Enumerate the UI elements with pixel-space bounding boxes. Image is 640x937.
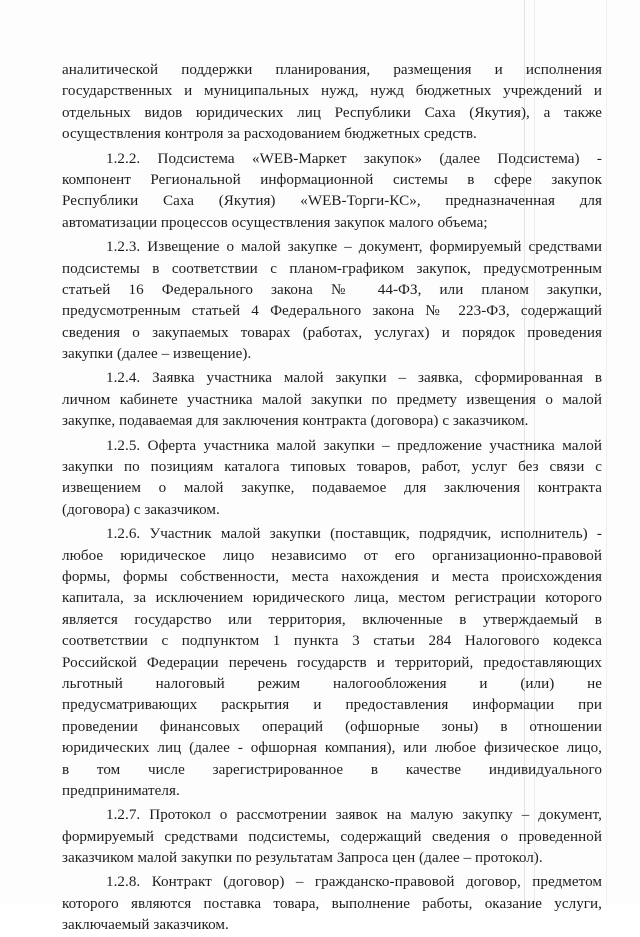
text-line: является государство или территория, включенные в утверждаемый в bbox=[62, 611, 602, 628]
text-line: проведении финансовых операций (офшорные зоны) в отношении bbox=[62, 718, 602, 735]
text-line: государственных и муниципальных нужд, нужд бюджетных учреждений и bbox=[62, 83, 602, 100]
paragraph-first-line: 1.2.4. Заявка участника малой закупки – заявка, сформированная в bbox=[106, 370, 602, 387]
text-line: статьей 16 Федерального закона № 44-ФЗ, или планом закупки, bbox=[62, 281, 602, 298]
text-line: аналитической поддержки планирования, размещения и исполнения bbox=[62, 62, 602, 78]
text-line: подсистемы в соответствии с планом-графиком закупок, предусмотренным bbox=[62, 260, 602, 277]
text-line: формы, формы собственности, места нахождения и места происхождения bbox=[62, 568, 602, 585]
paragraph-first-line: 1.2.6. Участник малой закупки (поставщик, подрядчик, исполнитель) - bbox=[106, 526, 602, 543]
text-line: сведения о закупаемых товарах (работах, услугах) и порядок проведения bbox=[62, 324, 602, 341]
text-line: льготный налоговый режим налогообложения и (или) не bbox=[62, 675, 602, 692]
text-line: любое юридическое лицо независимо от его организационно-правовой bbox=[62, 547, 602, 564]
text-line: капитала, за исключением юридического лица, местом регистрации которого bbox=[62, 590, 602, 607]
text-line: отдельных видов юридических лиц Республики Саха (Якутия), а также bbox=[62, 104, 602, 121]
text-line: предпринимателя. bbox=[62, 782, 180, 799]
text-line: автоматизации процессов осуществления закупок малого объема; bbox=[62, 214, 488, 231]
text-line: юридических лиц (далее - офшорная компания), или любое физическое лицо, bbox=[62, 740, 602, 757]
text-line: формируемый средствами подсистемы, содержащий сведения о проведенной bbox=[62, 828, 602, 845]
text-line: компонент Региональной информационной системы в сфере закупок bbox=[62, 171, 602, 188]
text-line: заключаемый заказчиком. bbox=[62, 917, 229, 934]
paragraph-first-line: 1.2.8. Контракт (договор) – гражданско-правовой договор, предметом bbox=[106, 874, 602, 891]
text-line: в том числе зарегистрированное в качестве индивидуального bbox=[62, 761, 602, 778]
document-body-text bbox=[62, 60, 602, 937]
text-line: закупки (далее – извещение). bbox=[62, 346, 252, 363]
text-line: предусмотренным статьей 4 Федерального закона № 223-ФЗ, содержащий bbox=[62, 303, 602, 320]
text-line: (договора) с заказчиком. bbox=[62, 501, 220, 518]
text-line: предусматривающих раскрытия и предоставления информации при bbox=[62, 697, 602, 714]
text-line: осуществления контроля за расходованием бюджетных средств. bbox=[62, 126, 477, 143]
text-line: соответствии с подпунктом 1 пункта 3 статьи 284 Налогового кодекса bbox=[62, 633, 602, 650]
paragraph-first-line: 1.2.7. Протокол о рассмотрении заявок на малую закупку – документ, bbox=[106, 807, 602, 824]
scan-artifact-line bbox=[606, 0, 607, 905]
text-line: личном кабинете участника малой закупки по предмету извещения о малой bbox=[62, 391, 602, 408]
paragraph-first-line: 1.2.3. Извещение о малой закупке – документ, формируемый средствами bbox=[106, 239, 602, 256]
paragraph-first-line: 1.2.5. Оферта участника малой закупки – предложение участника малой bbox=[106, 437, 602, 454]
text-line: Республики Саха (Якутия) «WEB-Торги-КС», предназначенная для bbox=[62, 193, 602, 210]
text-line: закупки по позициям каталога типовых товаров, работ, услуг без связи с bbox=[62, 459, 602, 476]
paragraph-first-line: 1.2.2. Подсистема «WEB-Маркет закупок» (далее Подсистема) - bbox=[106, 150, 602, 167]
text-line: закупке, подаваемая для заключения контракта (договора) с заказчиком. bbox=[62, 413, 529, 430]
text-line: которого являются поставка товара, выполнение работы, оказание услуги, bbox=[62, 895, 602, 912]
text-line: извещением о малой закупке, подаваемое для заключения контракта bbox=[62, 480, 602, 497]
text-line: Российской Федерации перечень государств и территорий, предоставляющих bbox=[62, 654, 602, 671]
text-line: заказчиком малой закупки по результатам Запроса цен (далее – протокол). bbox=[62, 850, 543, 867]
